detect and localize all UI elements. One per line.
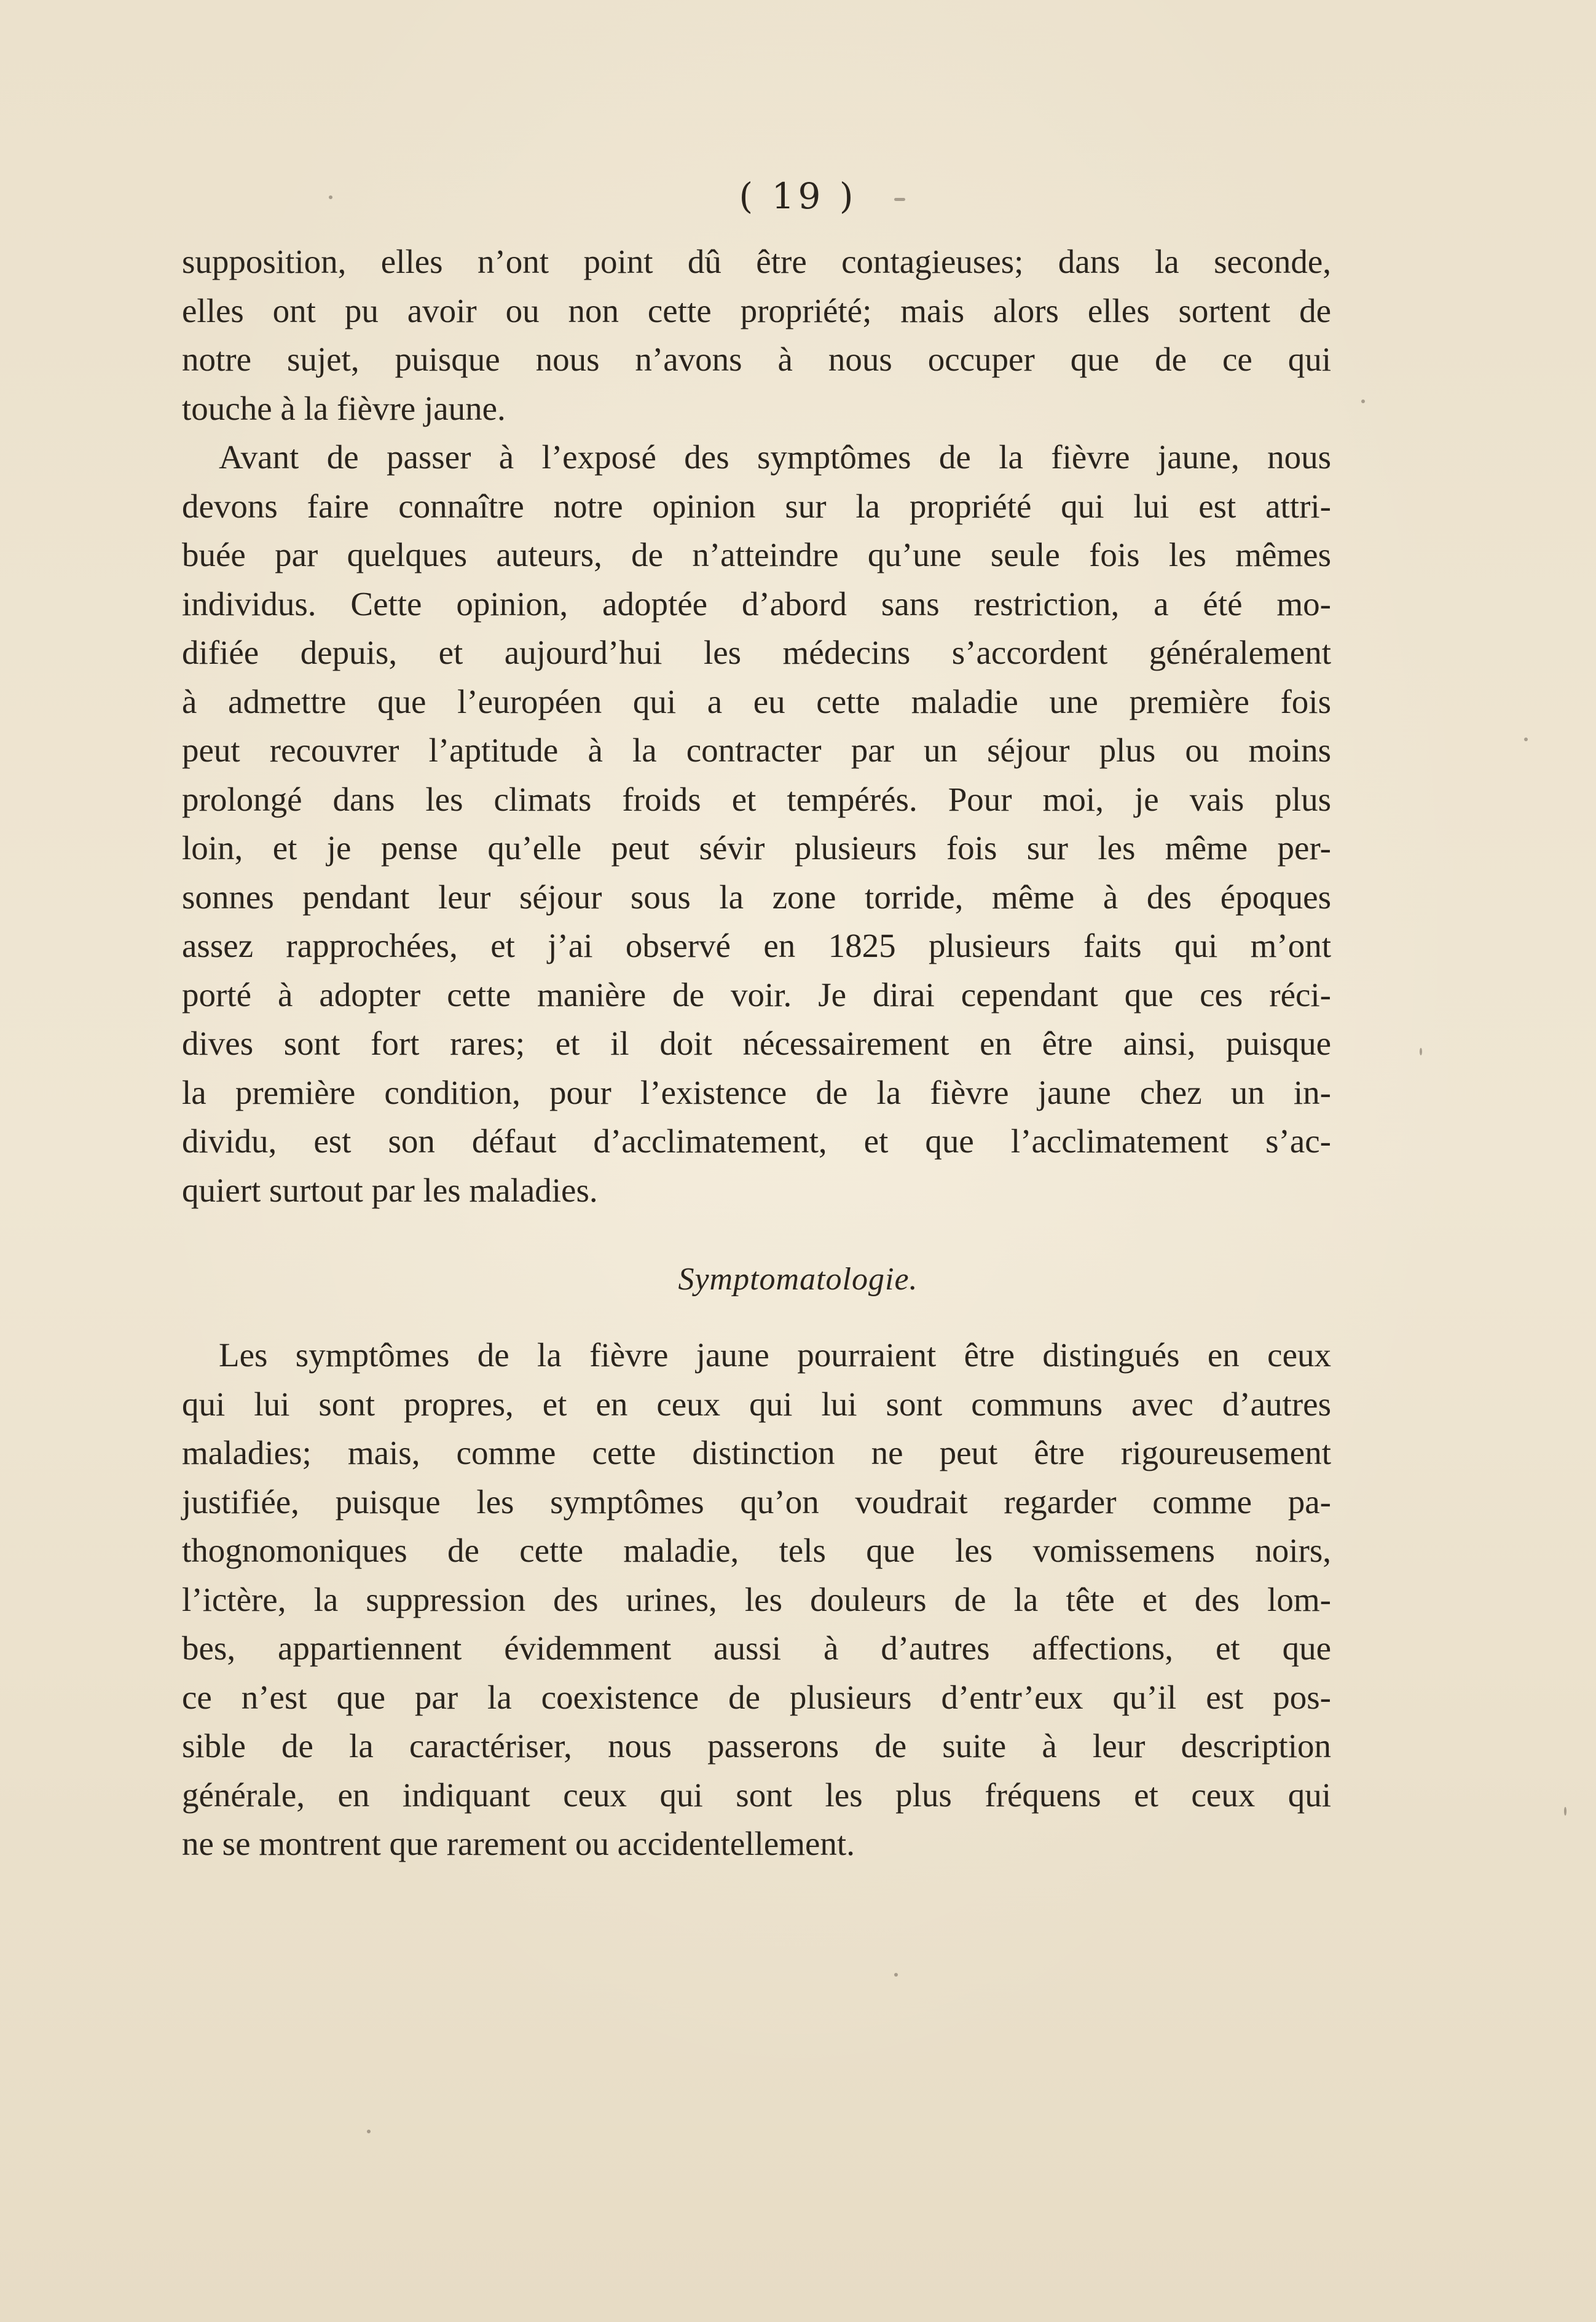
text-line: Les symptômes de la fièvre jaune pourraient être distingués en ceux: [219, 1336, 1331, 1374]
text-line: générale, en indiquant ceux qui sont les plus fréquens et ceux qui: [182, 1776, 1331, 1814]
text-line: buée par quelques auteurs, de n’atteindre qu’une seule fois les mêmes: [182, 536, 1331, 573]
text-line: qui lui sont propres, et en ceux qui lui sont communs avec d’autres: [182, 1385, 1331, 1423]
text-line: porté à adopter cette manière de voir. Je dirai cependant que ces réci-: [182, 975, 1331, 1013]
paper-speck: [1420, 1048, 1422, 1055]
text-line: assez rapprochées, et j’ai observé en 1825 plusieurs faits qui m’ont: [182, 927, 1331, 964]
text-line: ne se montrent que rarement ou accidentellement.: [182, 1825, 855, 1862]
text-line: notre sujet, puisque nous n’avons à nous occuper que de ce qui: [182, 340, 1331, 378]
text-line: l’ictère, la suppression des urines, les douleurs de la tête et des lom-: [182, 1580, 1331, 1618]
text-line: difiée depuis, et aujourd’hui les médecins s’accordent généralement: [182, 634, 1331, 671]
text-line: touche à la fièvre jaune.: [182, 389, 506, 427]
text-line: justifiée, puisque les symptômes qu’on voudrait regarder comme pa-: [182, 1482, 1331, 1521]
paper-speck: [329, 195, 332, 199]
text-line: quiert surtout par les maladies.: [182, 1171, 598, 1209]
text-line: dives sont fort rares; et il doit nécessairement en être ainsi, puisque: [182, 1025, 1331, 1062]
text-line: sible de la caractériser, nous passerons de suite à leur description: [182, 1727, 1331, 1765]
text-line: bes, appartiennent évidemment aussi à d’autres affections, et que: [182, 1629, 1331, 1667]
text-line: thognomoniques de cette maladie, tels que les vomissemens noirs,: [182, 1532, 1331, 1569]
text-line: dividu, est son défaut d’acclimatement, et que l’acclimatement s’ac-: [182, 1122, 1331, 1160]
body-text-top: [182, 237, 1331, 1214]
paper-speck: [894, 1973, 898, 1977]
text-line: Avant de passer à l’exposé des symptômes de la fièvre jaune, nous: [219, 438, 1331, 476]
text-line: la première condition, pour l’existence de la fièvre jaune chez un in-: [182, 1073, 1331, 1111]
text-line: individus. Cette opinion, adoptée d’abord sans restriction, a été mo-: [182, 584, 1331, 623]
text-line: supposition, elles n’ont point dû être contagieuses; dans la seconde,: [182, 243, 1331, 280]
body-text-bottom: [182, 1331, 1331, 1868]
text-line: à admettre que l’européen qui a eu cette maladie une première fois: [182, 682, 1331, 720]
text-line: peut recouvrer l’aptitude à la contracter par un séjour plus ou moins: [182, 731, 1331, 769]
page-number: ( 19 ): [739, 175, 857, 217]
section-heading: Symptomatologie.: [678, 1262, 918, 1297]
paper-speck: [367, 2130, 371, 2133]
paper-speck: [1564, 1807, 1567, 1816]
text-line: loin, et je pense qu’elle peut sévir plusieurs fois sur les même per-: [182, 829, 1331, 867]
text-line: sonnes pendant leur séjour sous la zone torride, même à des époques: [182, 878, 1331, 916]
text-line: ce n’est que par la coexistence de plusieurs d’entr’eux qu’il est pos-: [182, 1678, 1331, 1716]
text-line: devons faire connaître notre opinion sur la propriété qui lui est attri-: [182, 487, 1331, 525]
text-line: maladies; mais, comme cette distinction ne peut être rigoureusement: [182, 1434, 1331, 1471]
text-line: prolongé dans les climats froids et tempérés. Pour moi, je vais plus: [182, 780, 1331, 818]
paper-speck: [1361, 399, 1365, 403]
paper-speck: [894, 198, 905, 201]
paper-speck: [1524, 738, 1528, 741]
text-line: elles ont pu avoir ou non cette propriété; mais alors elles sortent de: [182, 291, 1331, 329]
